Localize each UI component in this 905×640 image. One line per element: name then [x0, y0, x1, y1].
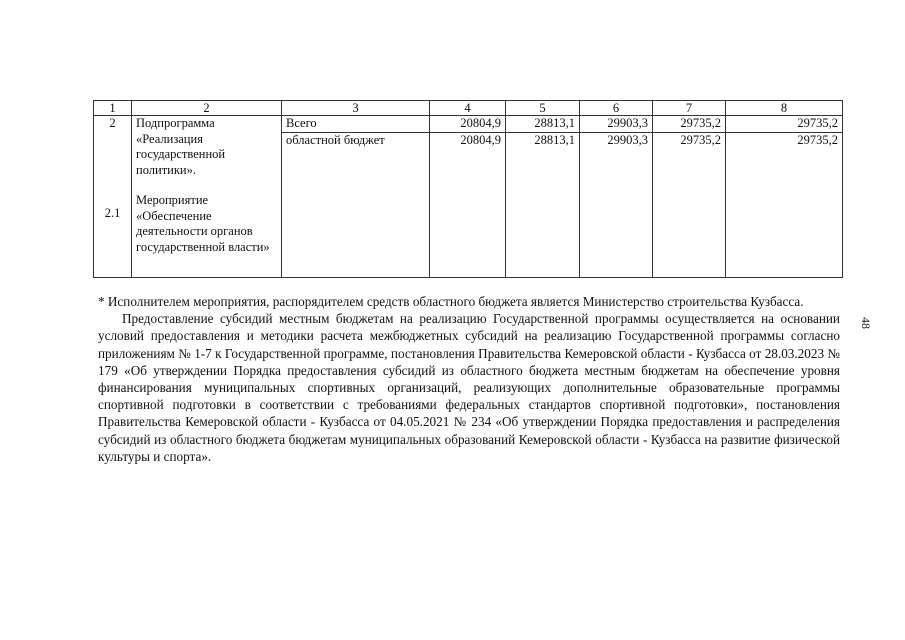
column-header: 4 [430, 101, 506, 116]
column-header: 7 [653, 101, 726, 116]
source-label: областной бюджет [282, 132, 430, 277]
column-header: 6 [580, 101, 653, 116]
value-cell: 29735,2 [726, 116, 843, 133]
row-index-main: 2 [109, 116, 116, 130]
paragraph: Предоставление субсидий местным бюджетам на реализацию Государственной программы осуществляется на основании условий предоставления и методики расчета межбюджетных субсидий на реализацию Государственной программы согласно приложениям № 1-7 к Государственной программе, постановления Правительства Кемеровской области - Кузбасса от 28.03.2023 № 179 «Об утверждении Порядка предоставления субсидий из областного бюджета местным бюджетам на обеспечение уровня финансирования муниципальных спортивных организаций, реализующих дополнительные образовательные программы спортивной подготовки в соответствии с требованиями федеральных стандартов спортивной подготовки», постановления Правительства Кемеровской области - Кузбасса от 04.05.2021 № 234 «Об утверждении Порядка предоставления и распределения субсидий из областного бюджета бюджетам муниципальных образований Кемеровской области - Кузбасса на развитие физической культуры и спорта». [98, 311, 840, 464]
body-text [98, 293, 840, 465]
subprogram-name: Подпрограмма «Реализация государственной политики». [136, 116, 226, 177]
value-cell: 29735,2 [653, 132, 726, 277]
table-header-row [94, 101, 843, 116]
budget-table [93, 100, 843, 278]
row-index-cell [94, 116, 132, 278]
value-cell: 20804,9 [430, 116, 506, 133]
value-cell: 29735,2 [726, 132, 843, 277]
value-cell: 28813,1 [506, 132, 580, 277]
column-header: 1 [94, 101, 132, 116]
value-cell: 29735,2 [653, 116, 726, 133]
value-cell: 29903,3 [580, 116, 653, 133]
column-header: 8 [726, 101, 843, 116]
row-name-cell [132, 116, 282, 278]
table-row [94, 116, 843, 133]
page-number: 48 [859, 317, 873, 329]
activity-name: Мероприятие «Обеспечение деятельности органов государственной власти» [136, 193, 270, 254]
value-cell: 28813,1 [506, 116, 580, 133]
row-index-sub: 2.1 [104, 205, 121, 220]
column-header: 3 [282, 101, 430, 116]
column-header: 2 [132, 101, 282, 116]
value-cell: 29903,3 [580, 132, 653, 277]
column-header: 5 [506, 101, 580, 116]
value-cell: 20804,9 [430, 132, 506, 277]
footnote: * Исполнителем мероприятия, распорядителем средств областного бюджета является Министерство строительства Кузбасса. [98, 294, 804, 309]
source-label: Всего [282, 116, 430, 133]
